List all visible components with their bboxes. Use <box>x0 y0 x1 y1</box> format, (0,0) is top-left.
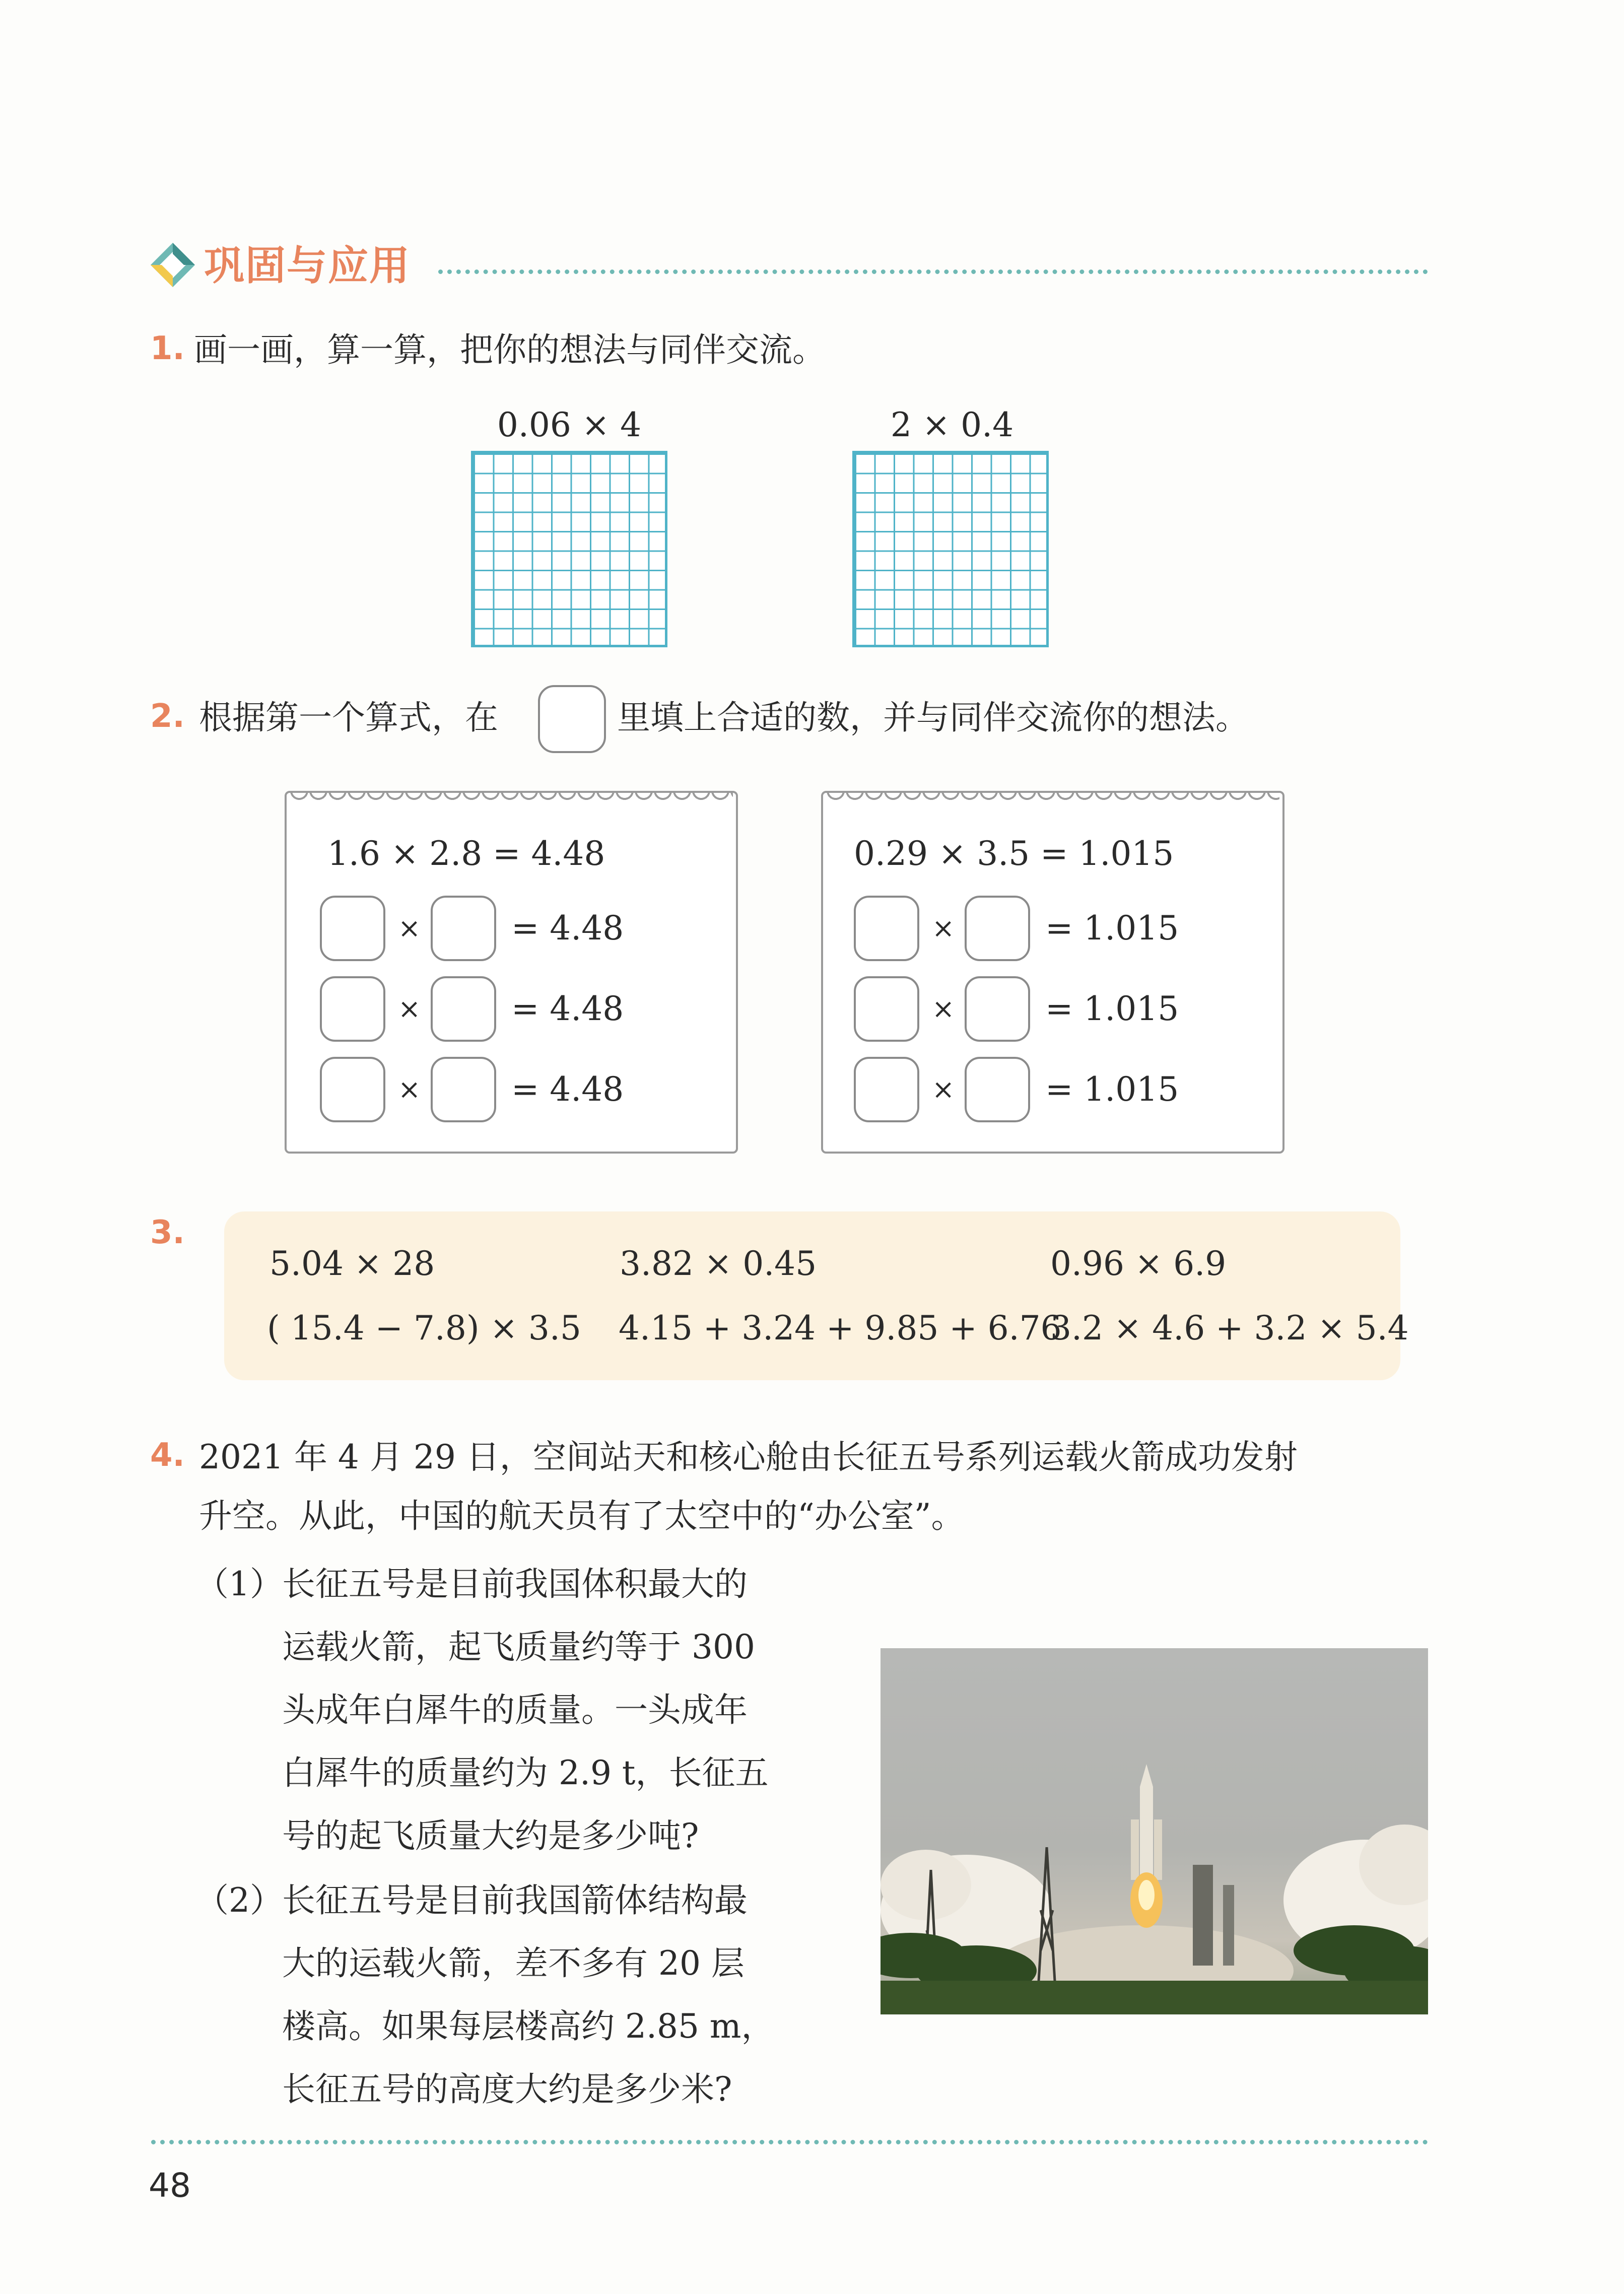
pad1-row3-times: × <box>398 1073 421 1105</box>
section-divider <box>438 269 1428 274</box>
section-diamond-icon <box>149 241 197 289</box>
pad2-row1-result: = 1.015 <box>1045 909 1179 948</box>
notepad-2-binding <box>826 791 1279 811</box>
pad1-row1-result: = 4.48 <box>511 909 624 948</box>
pad2-row2-times: × <box>932 993 955 1025</box>
pad1-row2-result: = 4.48 <box>511 989 624 1028</box>
notepad-1-given: 1.6 × 2.8 = 4.48 <box>327 834 605 873</box>
part-1-line-5: 号的起飞质量大约是多少吨? <box>282 1816 699 1855</box>
question-3-expression-band <box>224 1211 1400 1380</box>
question-4-line-1: 2021 年 4 月 29 日，空间站天和核心舱由长征五号系列运载火箭成功发射 <box>199 1438 1298 1476</box>
expr-r2c1: ( 15.4 − 7.8) × 3.5 <box>267 1309 581 1347</box>
expr-r2c2: 4.15 + 3.24 + 9.85 + 6.76 <box>619 1309 1062 1347</box>
question-4-number: 4. <box>150 1437 185 1474</box>
pad2-row2-box-a[interactable] <box>854 976 919 1042</box>
question-3-number: 3. <box>150 1214 185 1251</box>
pad1-row1-times: × <box>398 912 421 944</box>
pad2-row2-box-b[interactable] <box>965 976 1030 1042</box>
sample-answer-box <box>538 685 606 753</box>
section-title: 巩固与应用 <box>204 242 411 289</box>
pad2-row3-result: = 1.015 <box>1045 1070 1179 1109</box>
hundred-grid-1[interactable] <box>471 451 667 647</box>
question-2-text-before: 根据第一个算式，在 <box>199 698 498 737</box>
rocket-launch-photo <box>881 1648 1428 2014</box>
part-2-line-3: 楼高。如果每层楼高约 2.85 m， <box>282 2007 775 2046</box>
pad1-row3-result: = 4.48 <box>511 1070 624 1109</box>
grid-1-label: 0.06 × 4 <box>497 406 642 444</box>
part-1-line-1: 长征五号是目前我国体积最大的 <box>282 1565 748 1603</box>
part-1-line-2: 运载火箭，起飞质量约等于 300 <box>282 1628 755 1666</box>
page-number: 48 <box>149 2166 191 2205</box>
pad1-row3-box-b[interactable] <box>431 1057 496 1122</box>
pad1-row1-box-a[interactable] <box>320 896 385 961</box>
pad2-row1-box-b[interactable] <box>965 896 1030 961</box>
footer-divider <box>151 2140 1428 2144</box>
question-2-number: 2. <box>150 698 185 735</box>
expr-r2c3: 3.2 × 4.6 + 3.2 × 5.4 <box>1050 1309 1409 1347</box>
question-1-text: 画一画，算一算，把你的想法与同伴交流。 <box>194 330 826 369</box>
pad1-row1-box-b[interactable] <box>431 896 496 961</box>
pad1-row2-box-b[interactable] <box>431 976 496 1042</box>
expr-r1c3: 0.96 × 6.9 <box>1050 1244 1227 1283</box>
pad2-row1-times: × <box>932 912 955 944</box>
notepad-1-binding <box>290 791 733 811</box>
hundred-grid-2[interactable] <box>852 451 1049 647</box>
pad2-row3-box-b[interactable] <box>965 1057 1030 1122</box>
part-1-number: （1） <box>195 1565 283 1603</box>
grid-2-label: 2 × 0.4 <box>890 406 1014 444</box>
part-1-line-4: 白犀牛的质量约为 2.9 t，长征五 <box>282 1753 769 1792</box>
pad2-row3-times: × <box>932 1073 955 1105</box>
question-2-text-after: 里填上合适的数，并与同伴交流你的想法。 <box>617 698 1249 737</box>
part-2-line-2: 大的运载火箭，差不多有 20 层 <box>282 1944 745 1983</box>
pad2-row1-box-a[interactable] <box>854 896 919 961</box>
pad2-row3-box-a[interactable] <box>854 1057 919 1122</box>
expr-r1c2: 3.82 × 0.45 <box>620 1244 817 1283</box>
pad2-row2-result: = 1.015 <box>1045 989 1179 1028</box>
part-2-line-1: 长征五号是目前我国箭体结构最 <box>282 1881 748 1920</box>
pad1-row3-box-a[interactable] <box>320 1057 385 1122</box>
expr-r1c1: 5.04 × 28 <box>269 1244 435 1283</box>
part-1-line-3: 头成年白犀牛的质量。一头成年 <box>282 1691 748 1729</box>
part-2-line-4: 长征五号的高度大约是多少米? <box>282 2070 732 2109</box>
pad1-row2-times: × <box>398 993 421 1025</box>
question-4-line-2: 升空。从此，中国的航天员有了太空中的“办公室”。 <box>199 1497 965 1535</box>
part-2-number: （2） <box>195 1881 283 1920</box>
question-1-number: 1. <box>150 330 185 367</box>
pad1-row2-box-a[interactable] <box>320 976 385 1042</box>
notepad-2-given: 0.29 × 3.5 = 1.015 <box>854 834 1174 873</box>
